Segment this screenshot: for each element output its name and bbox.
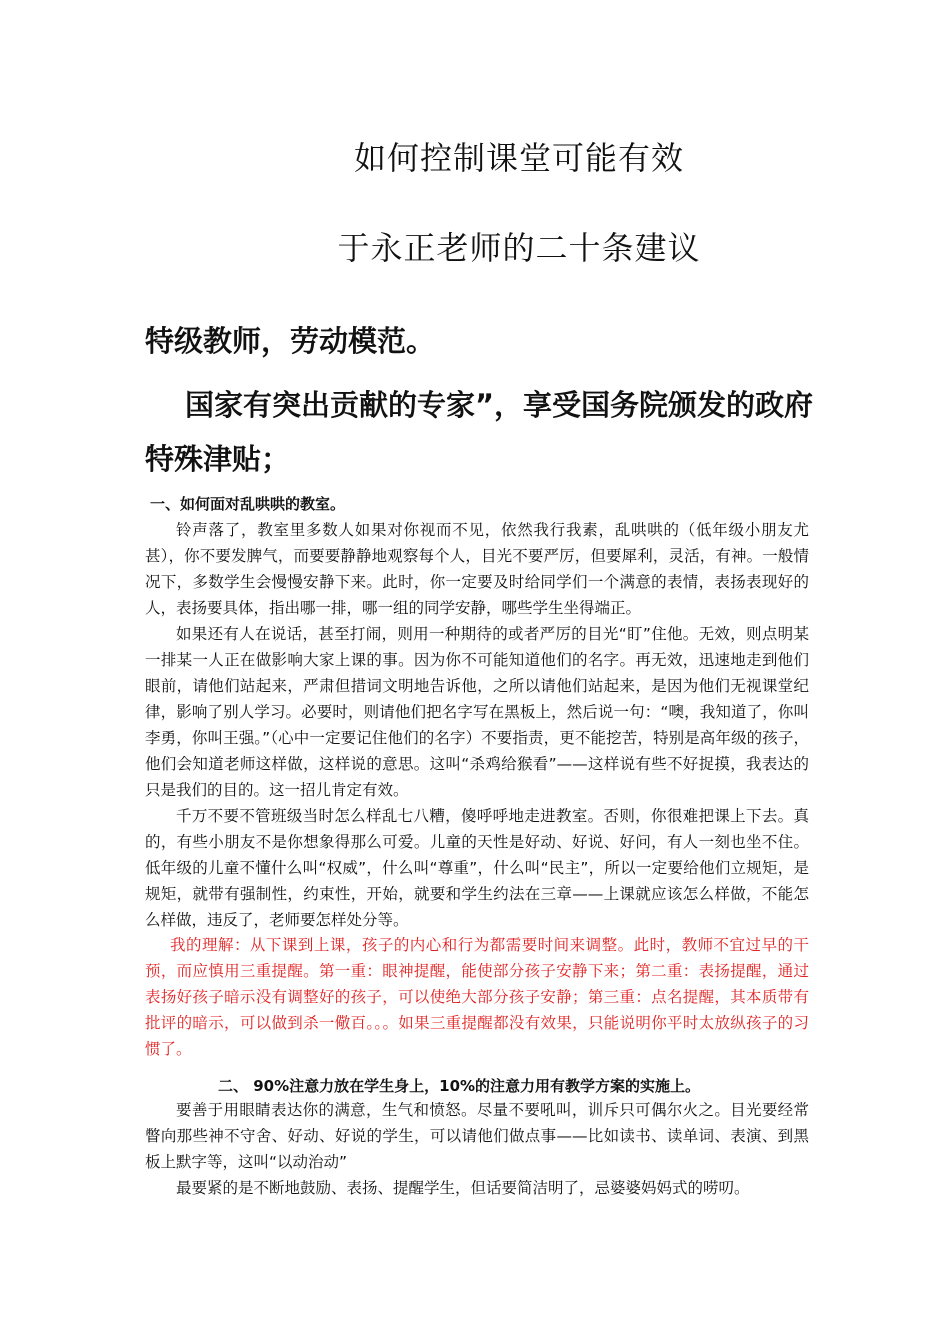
- note-paragraph: 我的理解：从下课到上课，孩子的内心和行为都需要时间来调整。此时，教师不宜过早的干预，而应慎用三重提醒。第一重：眼神提醒，能使部分孩子安静下来；第二重：表扬提醒，通过表扬好孩子暗示没有调整好的孩子，可以使绝大部分孩子安静；第三重：点名提醒，其本质带有批评的暗示，可以做到杀一儆百。。。如果三重提醒都没有效果，只能说明你平时太放纵孩子的习惯了。: [145, 936, 809, 1058]
- section-2-paragraph: 要善于用眼睛表达你的满意，生气和愤怒。尽量不要吼叫，训斥只可偶尔火之。目光要经常瞥向那些神不守舍、好动、好说的学生，可以请他们做点事——比如读书、读单词、表演、到黑板上默字等，这叫“以动治动”: [145, 1101, 809, 1171]
- section-2-body: [145, 1097, 809, 1201]
- personal-note: [145, 932, 809, 1062]
- section-2-heading: 二、 90%注意力放在学生身上，10%的注意力用有教学方案的实施上。: [218, 1077, 701, 1095]
- section-2-paragraph: 最要紧的是不断地鼓励、表扬、提醒学生，但话要简洁明了，忌婆婆妈妈式的唠叨。: [176, 1179, 750, 1197]
- section-1-paragraph: 铃声落了，教室里多数人如果对你视而不见，依然我行我素，乱哄哄的（低年级小朋友尤甚），你不要发脾气，而要要静静地观察每个人，目光不要严厉，但要犀利，灵活，有神。一般情况下，多数学生会慢慢安静下来。此时，你一定要及时给同学们一个满意的表情，表扬表现好的人，表扬要具体，指出哪一排，哪一组的同学安静，哪些学生坐得端正。: [145, 521, 809, 617]
- section-1-paragraph: 如果还有人在说话，甚至打闹，则用一种期待的或者严厉的目光“盯”住他。无效，则点明某一排某一人正在做影响大家上课的事。因为你不可能知道他们的名字。再无效，迅速地走到他们眼前，请他们站起来，严肃但措词文明地告诉他，之所以请他们站起来，是因为他们无视课堂纪律，影响了别人学习。必要时，则请他们把名字写在黑板上，然后说一句：“噢，我知道了，你叫李勇，你叫王强。”（心中一定要记住他们的名字）不要指责，更不能挖苦，特别是高年级的孩子，他们会知道老师这样做，这样说的意思。这叫“杀鸡给猴看”——这样说有些不好捉摸，我表达的只是我们的目的。这一招儿肯定有效。: [145, 625, 809, 799]
- section-1-paragraph: 千万不要不管班级当时怎么样乱七八糟，傻呼呼地走进教室。否则，你很难把课上下去。真的，有些小朋友不是你想象得那么可爱。儿童的天性是好动、好说、好问，有人一刻也坐不住。低年级的儿童不懂什么叫“权威”，什么叫“尊重”，什么叫“民主”，所以一定要给他们立规矩，是规矩，就带有强制性，约束性，开始，就要和学生约法在三章——上课就应该怎么样做，不能怎么样做，违反了，老师要怎样处分等。: [145, 807, 809, 929]
- section-1-body: [145, 517, 809, 933]
- bio-line-2: 国家有突出贡献的专家”，享受国务院颁发的政府特殊津贴；: [145, 388, 814, 476]
- section-1-heading: 一、如何面对乱哄哄的教室。: [150, 495, 346, 513]
- document-subtitle: 于永正老师的二十条建议: [337, 229, 701, 267]
- bio-line-1: 特级教师，劳动模范。: [145, 324, 436, 358]
- document-title: 如何控制课堂可能有效: [353, 139, 684, 177]
